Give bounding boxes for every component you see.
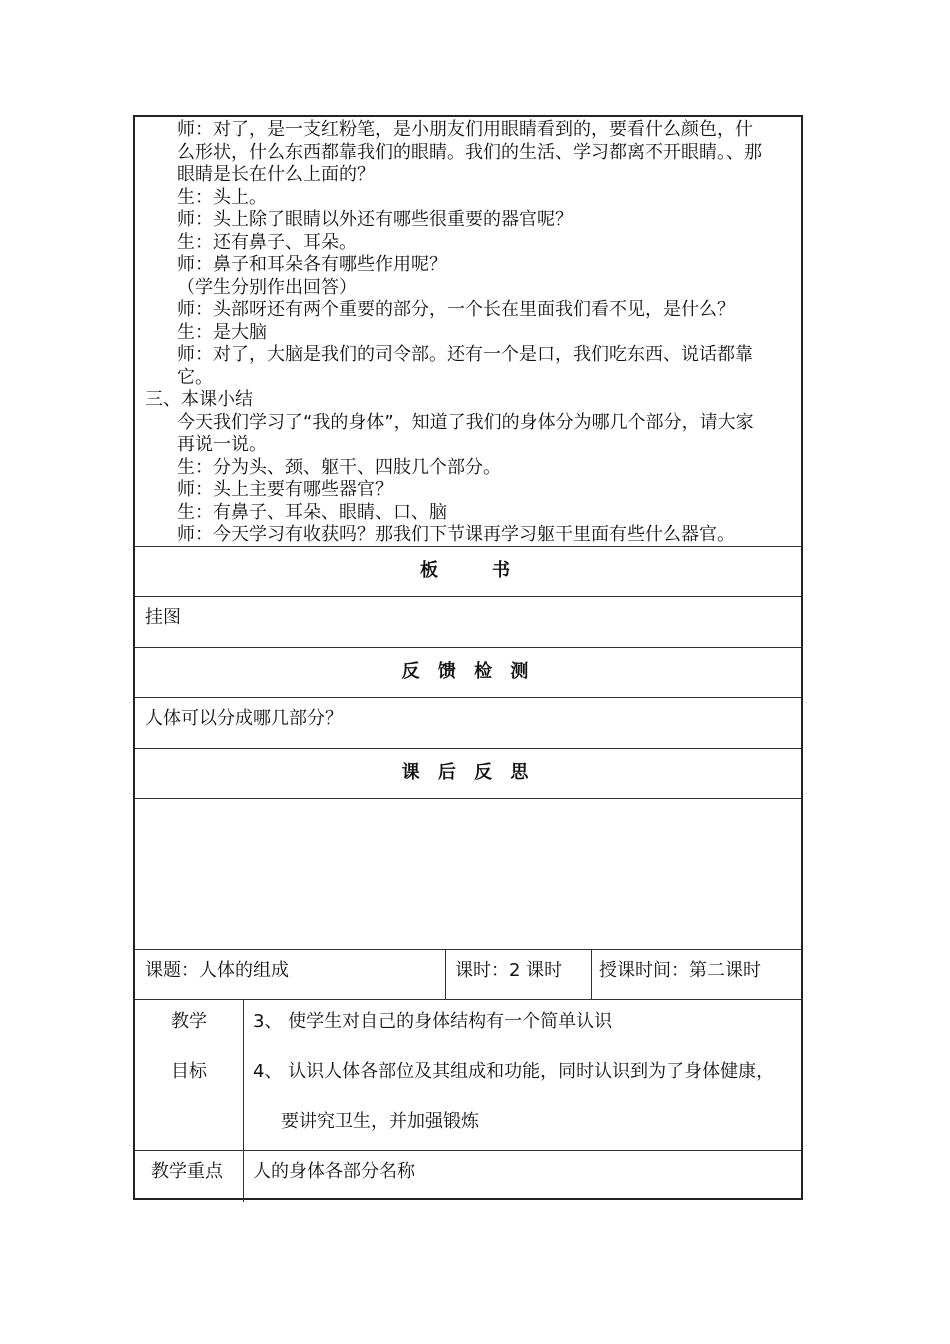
divider [135, 546, 801, 547]
divider [135, 999, 801, 1000]
column-divider [591, 949, 592, 999]
board-content: 挂图 [145, 607, 181, 628]
lesson-dialogue [145, 119, 805, 547]
dialogue-line: 师：今天学习有收获吗？那我们下节课再学习躯干里面有些什么器官。 [177, 524, 735, 545]
focus-label: 教学重点 [151, 1161, 223, 1182]
board-heading: 板 书 [420, 560, 516, 581]
dialogue-line: 再说一说。 [177, 434, 267, 455]
reflection-heading: 课 后 反 思 [401, 762, 535, 783]
goal-4-line2: 要讲究卫生，并加强锻炼 [281, 1111, 479, 1132]
dialogue-line: 师：头部呀还有两个重要的部分，一个长在里面我们看不见，是什么？ [177, 299, 735, 320]
dialogue-line: 么形状，什么东西都靠我们的眼睛。我们的生活、学习都离不开眼睛。、那 [177, 141, 762, 163]
divider [135, 798, 801, 799]
column-divider [243, 999, 244, 1202]
divider [135, 647, 801, 648]
feedback-heading: 反 馈 检 测 [401, 661, 535, 682]
dialogue-line: 生：是大脑 [177, 321, 267, 343]
dialogue-line: 师：鼻子和耳朵各有哪些作用呢？ [177, 254, 447, 275]
dialogue-line: 生：头上。 [177, 186, 267, 208]
lesson-topic: 课题：人体的组成 [145, 960, 289, 981]
divider [135, 1150, 801, 1151]
dialogue-line: （学生分别作出回答） [177, 276, 357, 298]
dialogue-line: 师：对了，是一支红粉笔，是小朋友们用眼睛看到的，要看什么颜色，什 [177, 119, 753, 140]
divider [135, 748, 801, 749]
dialogue-line: 师：头上除了眼睛以外还有哪些很重要的器官呢？ [177, 209, 573, 230]
dialogue-line: 生：分为头、颈、躯干、四肢几个部分。 [177, 456, 501, 478]
column-divider [445, 949, 446, 999]
goals-label-1: 教学 [171, 1011, 207, 1032]
dialogue-line: 生：有鼻子、耳朵、眼睛、口、脑 [177, 501, 447, 523]
goal-4-line1: 4、 认识人体各部位及其组成和功能，同时认识到为了身体健康， [253, 1061, 775, 1082]
divider [135, 697, 801, 698]
lesson-hours: 课时：2 课时 [455, 960, 563, 981]
divider [135, 949, 801, 950]
dialogue-line: 师：对了，大脑是我们的司令部。还有一个是口，我们吃东西、说话都靠 [177, 344, 753, 365]
dialogue-line: 三、本课小结 [145, 389, 253, 410]
goal-3: 3、 使学生对自己的身体结构有一个简单认识 [253, 1011, 613, 1032]
focus-content: 人的身体各部分名称 [253, 1161, 415, 1182]
feedback-content: 人体可以分成哪几部分？ [145, 708, 343, 729]
dialogue-line: 师：头上主要有哪些器官？ [177, 479, 393, 500]
lesson-time: 授课时间：第二课时 [599, 960, 761, 981]
dialogue-line: 生：还有鼻子、耳朵。 [177, 231, 357, 253]
dialogue-line: 今天我们学习了“我的身体”，知道了我们的身体分为哪几个部分，请大家 [177, 411, 754, 433]
dialogue-line: 眼睛是长在什么上面的？ [177, 164, 375, 185]
dialogue-line: 它。 [177, 366, 213, 388]
lesson-plan-table [133, 115, 803, 1200]
divider [135, 596, 801, 597]
goals-label-2: 目标 [171, 1061, 207, 1082]
